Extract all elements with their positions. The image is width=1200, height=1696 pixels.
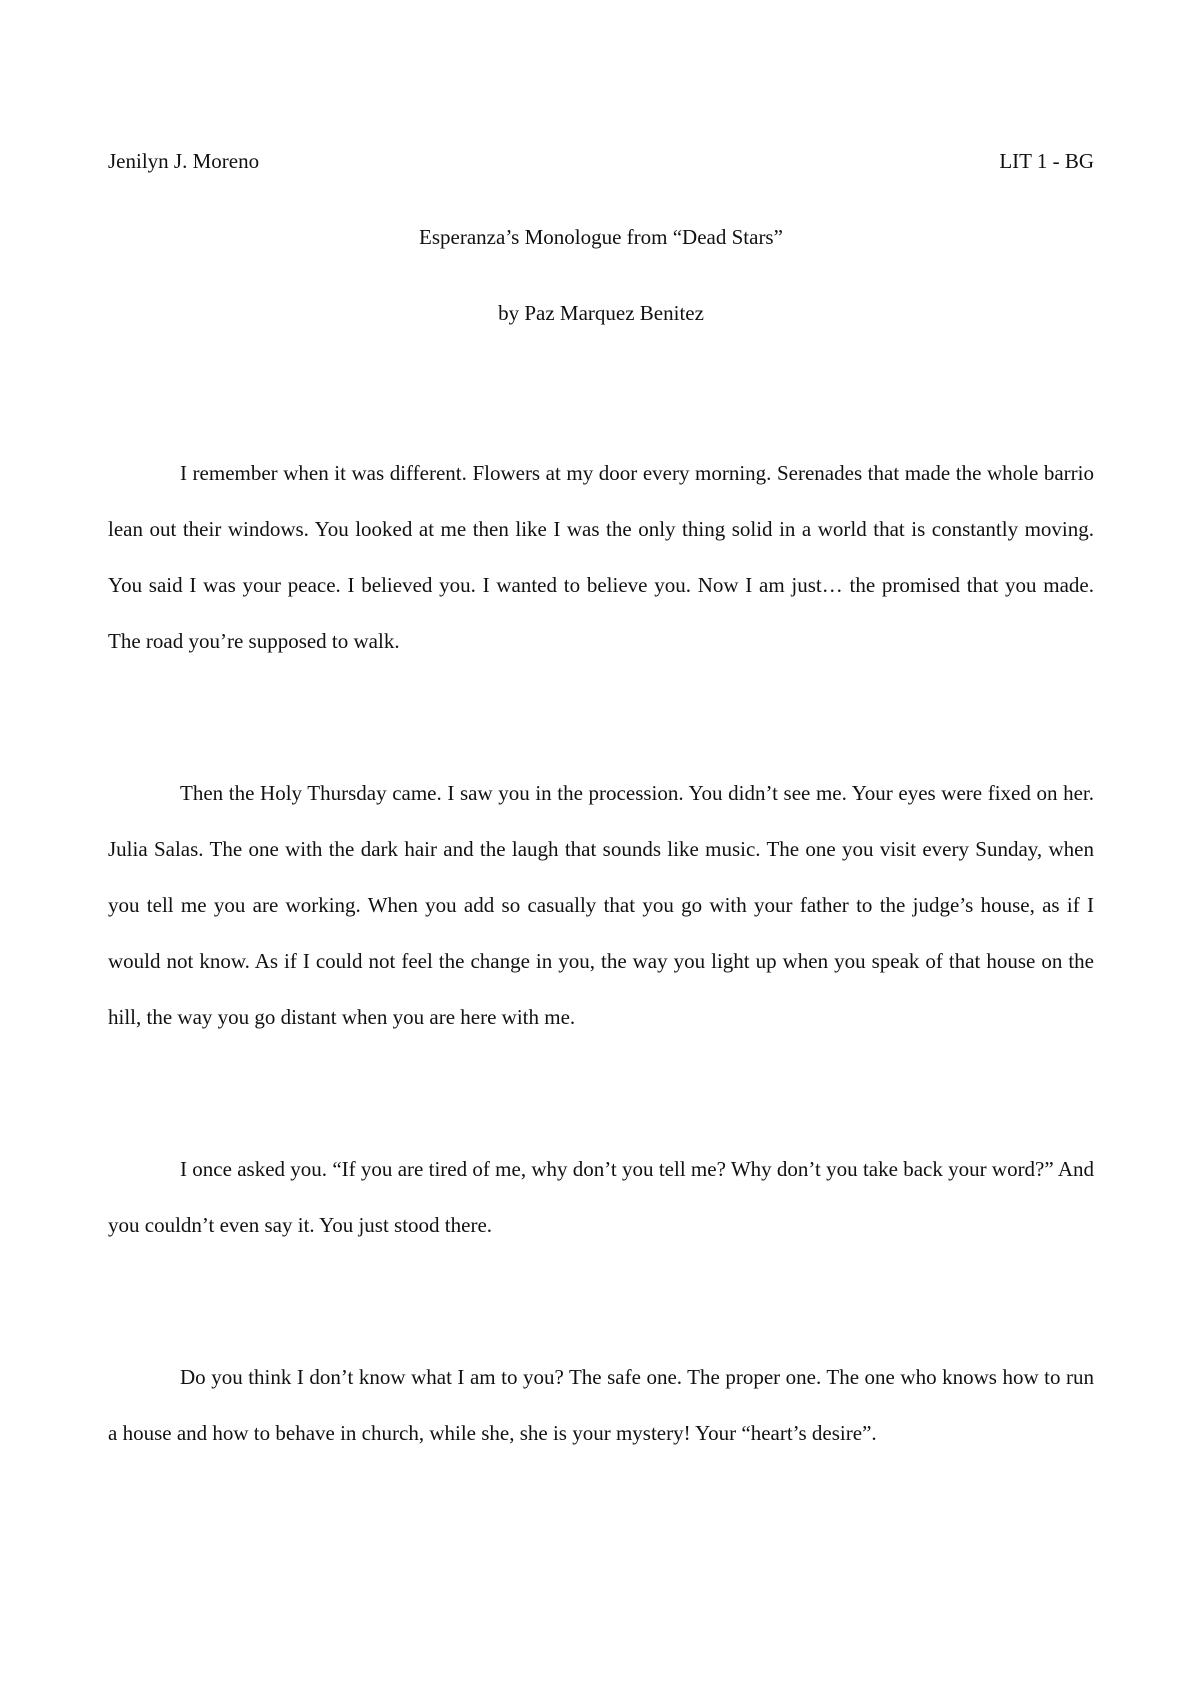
paragraph-4: Do you think I don’t know what I am to you? The safe one. The proper one. The one who knows how to run a house and how to behave in church, while she, she is your mystery! Your “heart’s desire”. (108, 1365, 1094, 1445)
paragraph-spacer (108, 1253, 1094, 1349)
paragraph-3: I once asked you. “If you are tired of me, why don’t you tell me? Why don’t you take back your word?” And you couldn’t even say it. You just stood there. (108, 1157, 1094, 1237)
document-title: Esperanza’s Monologue from “Dead Stars” (419, 225, 783, 249)
paragraph-spacer (108, 669, 1094, 765)
paragraph-1: I remember when it was different. Flowers at my door every morning. Serenades that made the whole barrio lean out their windows. You looked at me then like I was the only thing solid in a world that is constantly moving. You said I was your peace. I believed you. I wanted to believe you. Now I am just… the promised that you made. The road you’re supposed to walk. (108, 461, 1094, 653)
course-code: LIT 1 - BG (999, 149, 1094, 173)
author-name: Jenilyn J. Moreno (108, 149, 260, 173)
document-header (108, 146, 1094, 176)
paragraph-spacer (108, 1045, 1094, 1141)
document-body (108, 445, 1094, 1461)
document-byline: by Paz Marquez Benitez (498, 301, 704, 325)
paragraph-2: Then the Holy Thursday came. I saw you in the procession. You didn’t see me. Your eyes were fixed on her. Julia Salas. The one with the dark hair and the laugh that sounds like music. The one you visit every Sunday, when you tell me you are working. When you add so casually that you go with your father to the judge’s house, as if I would not know. As if I could not feel the change in you, the way you light up when you speak of that house on the hill, the way you go distant when you are here with me. (108, 781, 1094, 1029)
